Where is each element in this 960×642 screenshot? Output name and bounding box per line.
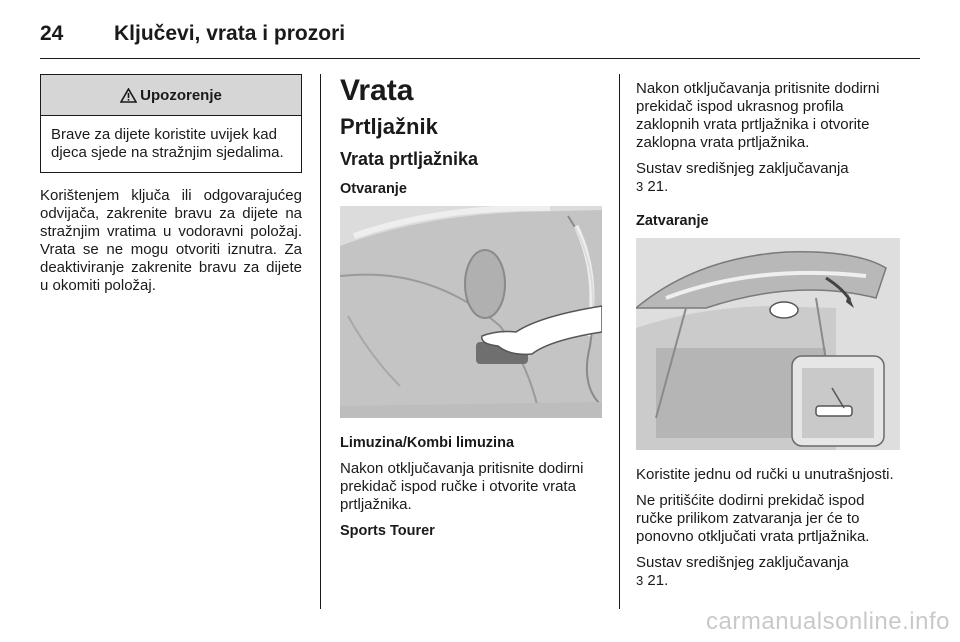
- page-ref-icon-2: 3: [636, 573, 644, 588]
- subheading-closing: Zatvaranje: [636, 213, 709, 229]
- child-lock-paragraph: Korištenjem ključa ili odgovarajućeg odvijača, zakrenite bravu za dijete na stražnjim vratima u vodoravni položaj. Vrata se ne mogu otvoriti iznutra. Za deaktiviranje zakrenite bravu za dijete u okomiti položaj.: [40, 187, 302, 294]
- watermark: carmanualsonline.info: [706, 608, 950, 635]
- tailgate-opening-illustration: [340, 206, 602, 418]
- page-ref-icon: 3: [636, 179, 644, 194]
- column-divider-1: [320, 74, 321, 609]
- page-number: 24: [40, 22, 64, 45]
- page-ref-1[interactable]: 21.: [647, 178, 669, 195]
- closing-text-1: Koristite jednu od ručki u unutrašnjosti.: [636, 466, 894, 483]
- subheading-opening: Otvaranje: [340, 181, 407, 197]
- central-locking-ref-1: [636, 160, 900, 196]
- central-locking-label-1: Sustav središnjeg zaključavanja: [636, 160, 849, 177]
- left-column: [40, 74, 302, 303]
- limousine-text: Nakon otključavanja pritisnite dodirni prekidač ispod ručke i otvorite vrata prtljažnika.: [340, 460, 584, 513]
- warning-text: Brave za dijete koristite uvijek kad djeca sjede na stražnjim sjedalima.: [51, 126, 284, 161]
- page-ref-2[interactable]: 21.: [647, 572, 669, 589]
- central-locking-ref-2: [636, 554, 900, 590]
- page-header: [40, 14, 920, 59]
- middle-column: [340, 74, 602, 548]
- warning-title: Upozorenje: [140, 86, 222, 104]
- section-title-doors: Vrata: [340, 74, 414, 107]
- central-locking-label-2: Sustav središnjeg zaključavanja: [636, 554, 849, 571]
- right-column: [636, 80, 900, 598]
- subheading-sports-tourer: Sports Tourer: [340, 523, 435, 539]
- warning-box: [40, 74, 302, 173]
- closing-text-2: Ne pritišćite dodirni prekidač ispod ručke prilikom zatvaranja jer će to ponovno otključati vrata prtljažnika.: [636, 492, 870, 545]
- column-divider-2: [619, 74, 620, 609]
- warning-triangle-icon: [120, 88, 137, 103]
- chapter-title: Ključevi, vrata i prozori: [114, 22, 346, 45]
- sports-tourer-text: Nakon otključavanja pritisnite dodirni prekidač ispod ukrasnog profila zaklopnih vrata prtljažnika i otvorite zaklopna vrata prtljažnika.: [636, 80, 880, 151]
- section-title-tailgate: Vrata prtljažnika: [340, 149, 479, 169]
- warning-header: [41, 75, 301, 116]
- section-title-trunk: Prtljažnik: [340, 114, 438, 139]
- tailgate-closing-illustration: [636, 238, 900, 450]
- subheading-limousine: Limuzina/Kombi limuzina: [340, 435, 515, 451]
